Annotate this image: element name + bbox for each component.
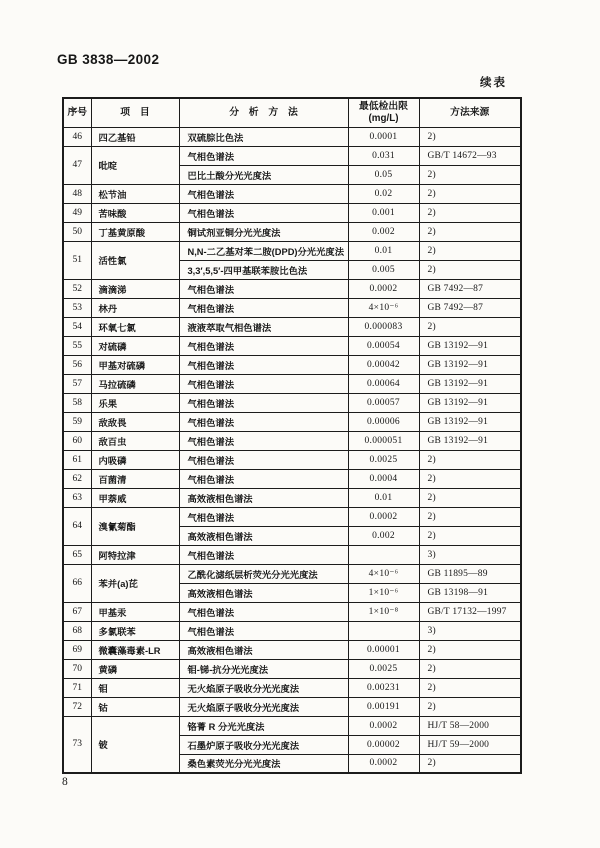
method-cell: 巴比土酸分光光度法	[179, 165, 348, 184]
header-limit	[348, 98, 419, 127]
row-number-cell: 46	[63, 127, 91, 146]
row-number-cell: 51	[63, 241, 91, 279]
source-cell: 2)	[419, 659, 521, 678]
source-cell: 2)	[419, 222, 521, 241]
method-cell: 钼-锑-抗分光光度法	[179, 659, 348, 678]
source-cell: GB 11895—89	[419, 564, 521, 583]
table-row	[63, 659, 521, 678]
item-cell: 活性氯	[91, 241, 179, 279]
method-cell: 无火焰原子吸收分光光度法	[179, 678, 348, 697]
header-source: 方法来源	[419, 98, 521, 127]
method-cell: 无火焰原子吸收分光光度法	[179, 697, 348, 716]
item-cell: 百菌清	[91, 469, 179, 488]
table-row	[63, 507, 521, 526]
table-row	[63, 374, 521, 393]
method-cell: 高效液相色谱法	[179, 526, 348, 545]
method-cell: 气相色谱法	[179, 203, 348, 222]
row-number-cell: 58	[63, 393, 91, 412]
item-cell: 吡啶	[91, 146, 179, 184]
source-cell: 2)	[419, 184, 521, 203]
method-cell: 气相色谱法	[179, 412, 348, 431]
row-number-cell: 57	[63, 374, 91, 393]
limit-cell: 0.00042	[348, 355, 419, 374]
limit-cell: 0.001	[348, 203, 419, 222]
limit-cell: 0.002	[348, 222, 419, 241]
source-cell: GB 7492—87	[419, 279, 521, 298]
table-row	[63, 355, 521, 374]
item-cell: 甲基汞	[91, 602, 179, 621]
row-number-cell: 61	[63, 450, 91, 469]
limit-cell: 0.0002	[348, 716, 419, 735]
limit-cell: 0.00002	[348, 735, 419, 754]
table-row	[63, 678, 521, 697]
source-cell: GB/T 14672—93	[419, 146, 521, 165]
method-cell: 气相色谱法	[179, 355, 348, 374]
table-body	[63, 127, 521, 773]
source-cell: 2)	[419, 488, 521, 507]
item-cell: 多氯联苯	[91, 621, 179, 640]
header-no: 序号	[63, 98, 91, 127]
item-cell: 苯并(a)芘	[91, 564, 179, 602]
item-cell: 滴滴涕	[91, 279, 179, 298]
limit-cell: 0.0002	[348, 754, 419, 773]
header-method: 分 析 方 法	[179, 98, 348, 127]
limit-cell	[348, 545, 419, 564]
limit-cell: 0.01	[348, 241, 419, 260]
row-number-cell: 50	[63, 222, 91, 241]
table-row	[63, 716, 521, 735]
method-cell: 气相色谱法	[179, 374, 348, 393]
item-cell: 马拉硫磷	[91, 374, 179, 393]
item-cell: 内吸磷	[91, 450, 179, 469]
method-cell: 气相色谱法	[179, 298, 348, 317]
row-number-cell: 70	[63, 659, 91, 678]
table-row	[63, 127, 521, 146]
source-cell: 2)	[419, 241, 521, 260]
row-number-cell: 62	[63, 469, 91, 488]
table-row	[63, 412, 521, 431]
source-cell: GB 13192—91	[419, 336, 521, 355]
table-row	[63, 203, 521, 222]
source-cell: 2)	[419, 127, 521, 146]
item-cell: 四乙基铅	[91, 127, 179, 146]
method-cell: 液液萃取气相色谱法	[179, 317, 348, 336]
method-cell: 高效液相色谱法	[179, 640, 348, 659]
limit-cell: 0.00191	[348, 697, 419, 716]
table-row	[63, 545, 521, 564]
item-cell: 钴	[91, 697, 179, 716]
table-row	[63, 564, 521, 583]
table-row	[63, 640, 521, 659]
row-number-cell: 71	[63, 678, 91, 697]
analysis-methods-table	[62, 97, 522, 774]
source-cell: GB 13192—91	[419, 374, 521, 393]
source-cell: 2)	[419, 507, 521, 526]
source-cell: GB 13192—91	[419, 431, 521, 450]
row-number-cell: 54	[63, 317, 91, 336]
item-cell: 铍	[91, 716, 179, 773]
method-cell: 气相色谱法	[179, 507, 348, 526]
limit-cell: 0.000083	[348, 317, 419, 336]
method-cell: N,N-二乙基对苯二胺(DPD)分光光度法	[179, 241, 348, 260]
source-cell: GB 13192—91	[419, 412, 521, 431]
header-item: 项 目	[91, 98, 179, 127]
method-cell: 气相色谱法	[179, 146, 348, 165]
method-cell: 气相色谱法	[179, 469, 348, 488]
item-cell: 溴氰菊酯	[91, 507, 179, 545]
row-number-cell: 53	[63, 298, 91, 317]
item-cell: 敌敌畏	[91, 412, 179, 431]
limit-cell: 0.031	[348, 146, 419, 165]
table-row	[63, 336, 521, 355]
limit-cell: 4×10⁻⁶	[348, 298, 419, 317]
table-row	[63, 222, 521, 241]
limit-cell	[348, 621, 419, 640]
source-cell: 2)	[419, 260, 521, 279]
source-cell: HJ/T 59—2000	[419, 735, 521, 754]
table-row	[63, 469, 521, 488]
table-row	[63, 298, 521, 317]
method-cell: 高效液相色谱法	[179, 488, 348, 507]
method-cell: 乙酰化滤纸层析荧光分光光度法	[179, 564, 348, 583]
limit-cell: 0.000051	[348, 431, 419, 450]
item-cell: 敌百虫	[91, 431, 179, 450]
table-header-row	[63, 98, 521, 127]
row-number-cell: 55	[63, 336, 91, 355]
item-cell: 环氧七氯	[91, 317, 179, 336]
row-number-cell: 56	[63, 355, 91, 374]
source-cell: GB 7492—87	[419, 298, 521, 317]
table-row	[63, 279, 521, 298]
source-cell: 2)	[419, 203, 521, 222]
limit-cell: 0.002	[348, 526, 419, 545]
limit-cell: 0.00057	[348, 393, 419, 412]
continued-table-label: 续表	[480, 77, 507, 89]
source-cell: GB 13192—91	[419, 355, 521, 374]
limit-cell: 0.0004	[348, 469, 419, 488]
method-cell: 气相色谱法	[179, 431, 348, 450]
item-cell: 乐果	[91, 393, 179, 412]
source-cell: GB 13198—91	[419, 583, 521, 602]
row-number-cell: 68	[63, 621, 91, 640]
row-number-cell: 60	[63, 431, 91, 450]
method-cell: 桑色素荧光分光光度法	[179, 754, 348, 773]
row-number-cell: 63	[63, 488, 91, 507]
item-cell: 微囊藻毒素-LR	[91, 640, 179, 659]
method-cell: 铬菁 R 分光光度法	[179, 716, 348, 735]
row-number-cell: 72	[63, 697, 91, 716]
item-cell: 甲萘威	[91, 488, 179, 507]
source-cell: 2)	[419, 165, 521, 184]
source-cell: 3)	[419, 545, 521, 564]
row-number-cell: 73	[63, 716, 91, 773]
source-cell: 2)	[419, 317, 521, 336]
row-number-cell: 49	[63, 203, 91, 222]
table-row	[63, 602, 521, 621]
table-row	[63, 431, 521, 450]
table-row	[63, 697, 521, 716]
source-cell: 3)	[419, 621, 521, 640]
table-row	[63, 393, 521, 412]
item-cell: 黄磷	[91, 659, 179, 678]
limit-cell: 4×10⁻⁶	[348, 564, 419, 583]
source-cell: 2)	[419, 450, 521, 469]
header-limit-line2: (mg/L)	[368, 112, 399, 124]
source-cell: 2)	[419, 754, 521, 773]
item-cell: 林丹	[91, 298, 179, 317]
table-row	[63, 317, 521, 336]
limit-cell: 0.0002	[348, 279, 419, 298]
row-number-cell: 65	[63, 545, 91, 564]
table-row	[63, 621, 521, 640]
limit-cell: 0.00054	[348, 336, 419, 355]
source-cell: 2)	[419, 640, 521, 659]
row-number-cell: 69	[63, 640, 91, 659]
table-row	[63, 184, 521, 203]
source-cell: HJ/T 58—2000	[419, 716, 521, 735]
row-number-cell: 59	[63, 412, 91, 431]
item-cell: 甲基对硫磷	[91, 355, 179, 374]
method-cell: 石墨炉原子吸收分光光度法	[179, 735, 348, 754]
limit-cell: 0.02	[348, 184, 419, 203]
item-cell: 松节油	[91, 184, 179, 203]
method-cell: 3,3′,5,5′-四甲基联苯胺比色法	[179, 260, 348, 279]
method-cell: 气相色谱法	[179, 545, 348, 564]
source-cell: 2)	[419, 697, 521, 716]
page-number: 8	[62, 776, 68, 788]
item-cell: 对硫磷	[91, 336, 179, 355]
item-cell: 丁基黄原酸	[91, 222, 179, 241]
table-row	[63, 146, 521, 165]
row-number-cell: 48	[63, 184, 91, 203]
method-cell: 气相色谱法	[179, 621, 348, 640]
limit-cell: 0.0002	[348, 507, 419, 526]
standard-number: GB 3838—2002	[57, 52, 160, 67]
header-limit-line1: 最低检出限	[359, 101, 408, 112]
method-cell: 双硫腙比色法	[179, 127, 348, 146]
item-cell: 苦味酸	[91, 203, 179, 222]
method-cell: 气相色谱法	[179, 393, 348, 412]
limit-cell: 1×10⁻⁶	[348, 583, 419, 602]
limit-cell: 0.0001	[348, 127, 419, 146]
row-number-cell: 52	[63, 279, 91, 298]
limit-cell: 0.00064	[348, 374, 419, 393]
limit-cell: 0.00231	[348, 678, 419, 697]
limit-cell: 0.0025	[348, 450, 419, 469]
method-cell: 气相色谱法	[179, 184, 348, 203]
limit-cell: 0.01	[348, 488, 419, 507]
method-cell: 高效液相色谱法	[179, 583, 348, 602]
method-cell: 气相色谱法	[179, 450, 348, 469]
source-cell: GB/T 17132—1997	[419, 602, 521, 621]
table-row	[63, 241, 521, 260]
source-cell: 2)	[419, 526, 521, 545]
row-number-cell: 66	[63, 564, 91, 602]
item-cell: 钼	[91, 678, 179, 697]
limit-cell: 0.005	[348, 260, 419, 279]
limit-cell: 0.00001	[348, 640, 419, 659]
source-cell: 2)	[419, 678, 521, 697]
method-cell: 气相色谱法	[179, 602, 348, 621]
row-number-cell: 64	[63, 507, 91, 545]
method-cell: 气相色谱法	[179, 279, 348, 298]
table-row	[63, 450, 521, 469]
limit-cell: 0.00006	[348, 412, 419, 431]
item-cell: 阿特拉津	[91, 545, 179, 564]
limit-cell: 0.05	[348, 165, 419, 184]
method-cell: 铜试剂亚铜分光光度法	[179, 222, 348, 241]
method-cell: 气相色谱法	[179, 336, 348, 355]
limit-cell: 0.0025	[348, 659, 419, 678]
source-cell: GB 13192—91	[419, 393, 521, 412]
row-number-cell: 67	[63, 602, 91, 621]
row-number-cell: 47	[63, 146, 91, 184]
limit-cell: 1×10⁻⁸	[348, 602, 419, 621]
source-cell: 2)	[419, 469, 521, 488]
table-row	[63, 488, 521, 507]
